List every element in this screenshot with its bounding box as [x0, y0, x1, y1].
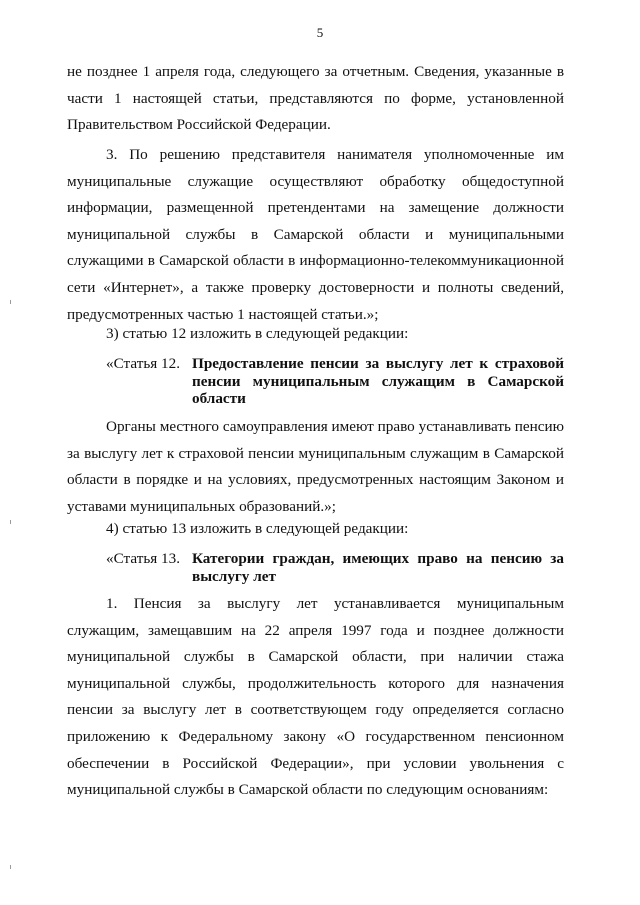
amendment-item-3: 3) статью 12 изложить в следующей редакции: [106, 325, 409, 342]
paragraph-part-3: 3. По решению представителя нанимателя уполномоченные им муниципальные служащие осуществляют обработку общедоступной информации, размещенной претендентами на замещение должности муниципальной службы в Самарской области и муниципальными служащими в Самарской области в информационно-телекоммуникационной сети «Интернет», а также проверку достоверности и полноты сведений, предусмотренных частью 1 настоящей статьи.»; [67, 146, 564, 323]
article-12-prefix: «Статья 12. [106, 355, 181, 372]
scan-edge-mark [10, 300, 11, 304]
article-12-title: Предоставление пенсии за выслугу лет к страховой пенсии муниципальным служащим в Самарской области [192, 355, 564, 407]
article-13-title: Категории граждан, имеющих право на пенсию за выслугу лет [192, 550, 564, 585]
page-number: 5 [316, 25, 324, 40]
article-12-body: Органы местного самоуправления имеют право устанавливать пенсию за выслугу лет к страховой пенсии муниципальным служащим в Самарской области в порядке и на условиях, предусмотренных настоящим Законом и уставами муниципальных образований.»; [67, 418, 564, 515]
amendment-item-4: 4) статью 13 изложить в следующей редакции: [106, 520, 409, 537]
scan-edge-mark [10, 520, 11, 524]
article-13-prefix: «Статья 13. [106, 550, 181, 567]
scan-edge-mark [10, 865, 11, 869]
article-13-part-1: 1. Пенсия за выслугу лет устанавливается муниципальным служащим, замещавшим на 22 апреля 1997 года и позднее должности муниципальной службы в Самарской области, при наличии стажа муниципальной службы, продолжительность которого для назначения пенсии за выслугу лет в соответствующем году определяется согласно приложению к Федеральному закону «О государственном пенсионном обеспечении в Российской Федерации», при условии увольнения с муниципальной службы в Самарской области по следующим основаниям: [67, 595, 564, 799]
paragraph-continuation: не позднее 1 апреля года, следующего за отчетным. Сведения, указанные в части 1 настоящей статьи, представляются по форме, установленной Правительством Российской Федерации. [67, 63, 564, 134]
